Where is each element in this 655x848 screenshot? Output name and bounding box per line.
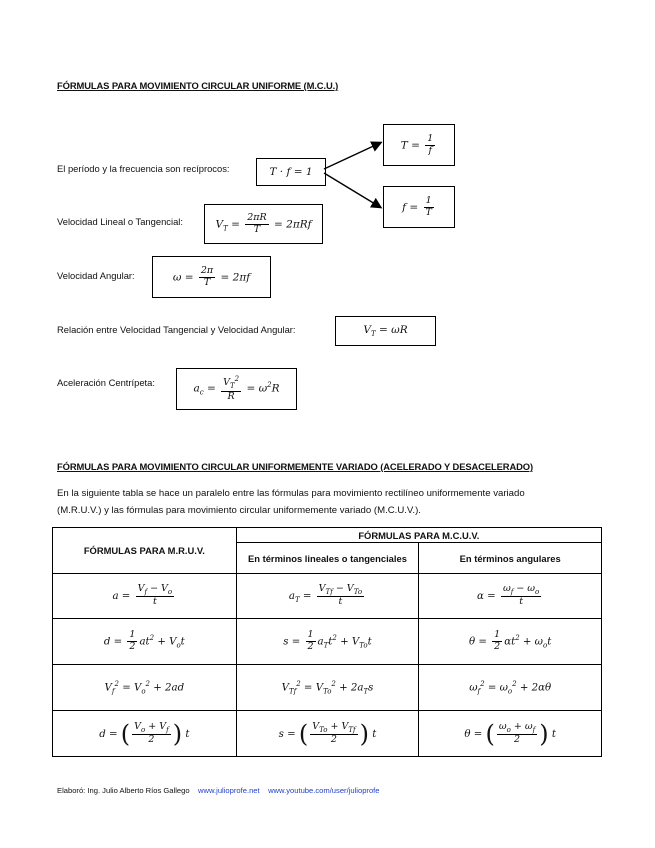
table-row xyxy=(53,711,602,757)
mcuv-angular-displacement: θ = $\frac{1}{2}$ $\alpha t^2 + \omega_ot$ xyxy=(419,619,602,665)
section2-title: FÓRMULAS PARA MOVIMIENTO CIRCULAR UNIFORMEMENTE VARIADO (ACELERADO Y DESACELERADO) xyxy=(57,461,534,472)
period-formula: T = $\frac{1}{f}$ xyxy=(400,132,434,156)
mruv-displacement: d = $\frac{1}{2}$ $at^2 + V_ot$ xyxy=(53,619,237,665)
mcuv-arc-length: s = $\frac{1}{2}$ $a_Tt^2 + V_{To}t$ xyxy=(236,619,419,665)
linear-velocity-formula: $V_T$ = $\frac{2\pi R}{T}$ = 2πRf xyxy=(215,211,312,235)
mcuv-average-angular-velocity: θ = ( $\frac{\omega_o + \omega_f}{2}$ ) t xyxy=(419,711,602,757)
footer xyxy=(57,786,380,795)
mcuv-average-tangential-velocity: s = ( $\frac{V_{To} + V_{Tf}}{2}$ ) t xyxy=(236,711,419,757)
period-frequency-formula: T · f = 1 xyxy=(269,166,313,178)
mcuv-tangential-velocity-squared: $V_{Tf}^2 = V_{To}^2 + 2a_Ts$ xyxy=(236,665,419,711)
footer-link-youtube[interactable]: www.youtube.com/user/julioprofe xyxy=(268,786,380,795)
period-frequency-box xyxy=(256,158,326,186)
centripetal-box xyxy=(176,368,297,410)
frequency-box xyxy=(383,186,455,228)
relation-formula: $V_T = \omega R$ xyxy=(363,323,408,339)
arrow-to-frequency xyxy=(324,173,380,207)
table-row xyxy=(53,619,602,665)
angular-velocity-formula: ω = $\frac{2\pi}{T}$ = 2πf xyxy=(172,264,251,288)
reciprocal-arrows xyxy=(320,135,390,220)
period-box xyxy=(383,124,455,166)
period-label: El período y la frecuencia son recíprocos: xyxy=(57,163,230,174)
header-angular: En términos angulares xyxy=(419,543,602,574)
header-mcuv: FÓRMULAS PARA M.C.U.V. xyxy=(236,528,601,543)
mcuv-angular-acceleration: α = $\frac{\omega_f - \omega_o}{t}$ xyxy=(419,574,602,619)
mruv-average-velocity: d = ( $\frac{V_o + V_f}{2}$ ) t xyxy=(53,711,237,757)
header-mruv: FÓRMULAS PARA M.R.U.V. xyxy=(53,528,237,574)
mcuv-angular-velocity-squared: $\omega_f^2 = \omega_o^2 + 2\alpha\theta$ xyxy=(419,665,602,711)
formulas-table xyxy=(52,527,602,757)
table-row xyxy=(53,574,602,619)
relation-box xyxy=(335,316,436,346)
footer-link-website[interactable]: www.julioprofe.net xyxy=(198,786,260,795)
section1-title: FÓRMULAS PARA MOVIMIENTO CIRCULAR UNIFORME (M.C.U.) xyxy=(57,80,339,91)
header-linear: En términos lineales o tangenciales xyxy=(236,543,419,574)
table-row xyxy=(53,665,602,711)
arrow-to-period xyxy=(324,143,380,169)
section2-intro xyxy=(57,485,602,519)
centripetal-formula: $a_c$ = $\frac{V_T^2}{R}$ = $\omega^2R$ xyxy=(193,375,280,402)
centripetal-label: Aceleración Centrípeta: xyxy=(57,377,155,388)
table-header-row xyxy=(53,528,602,543)
linear-velocity-label: Velocidad Lineal o Tangencial: xyxy=(57,216,183,227)
mruv-velocity-squared: $V_f^2 = V_o^2 + 2ad$ xyxy=(53,665,237,711)
intro-line-2: (M.R.U.V.) y las fórmulas para movimiento circular uniformemente variado (M.C.U.V.). xyxy=(57,505,421,516)
frequency-formula: f = $\frac{1}{T}$ xyxy=(402,194,432,218)
mcuv-tangential-acceleration: $a_T$ = $\frac{V_{Tf} - V_{To}}{t}$ xyxy=(236,574,419,619)
angular-velocity-label: Velocidad Angular: xyxy=(57,270,135,281)
mruv-acceleration: a = $\frac{V_f - V_o}{t}$ xyxy=(53,574,237,619)
footer-author: Elaboró: Ing. Julio Alberto Ríos Gallego xyxy=(57,786,190,795)
linear-velocity-box xyxy=(204,204,323,244)
angular-velocity-box xyxy=(152,256,271,298)
intro-line-1: En la siguiente tabla se hace un paralelo entre las fórmulas para movimiento rectilíneo uniformemente variado xyxy=(57,488,525,499)
relation-label: Relación entre Velocidad Tangencial y Velocidad Angular: xyxy=(57,324,296,335)
